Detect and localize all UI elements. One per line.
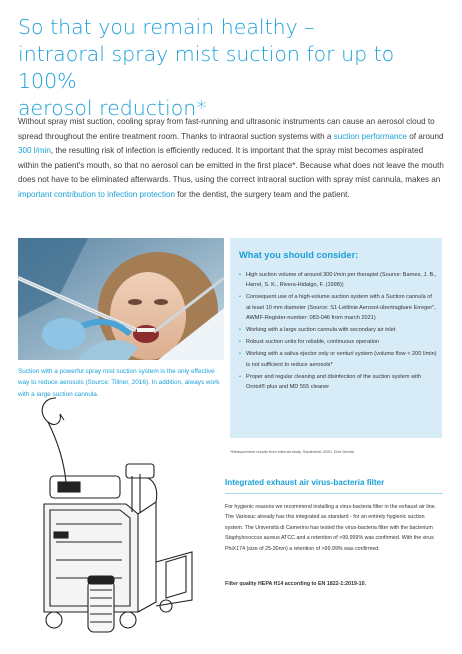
list-item — [239, 349, 437, 370]
page-title-line-2: intraoral spray mist suction for up to 100% — [18, 42, 395, 93]
filter-paragraph: For hygienic reasons we recommend installing a virus-bacteria filter in the exhaust air line. The Variosuc already has this integrated as standard - for an entirely hygienic suction system. The Università di Camerino has tested the virus-bacteria filter with the bacterium Staphylococcus aureus ATCC and a retention of >99.999% was confirmed. With the virus PhiX174 (size of 25-30nm) a retention of >99.99% was confirmed. — [225, 504, 437, 552]
list-item — [239, 325, 437, 335]
page-title-line-3: aerosol reduction* — [18, 96, 207, 120]
intro-text-3: , the resulting risk of infection is efficiently reduced. It is important that the spray mist becomes aspirated within the patient's mouth, so that no aerosol can be emitted in the first place*. Because what does not leave the mouth does not have to be eliminated afterwards. Thus, using the correct intraoral suction with spray mist cannula, makes an — [18, 146, 444, 185]
page-title-line-1: So that you remain healthy – — [18, 15, 315, 39]
list-item — [239, 372, 437, 393]
footnote: *Measurement results from internal study, September 2020, Dürr Dental — [230, 449, 354, 454]
divider — [225, 493, 443, 494]
dental-treatment-photo — [18, 238, 224, 360]
bullet-icon: • — [239, 294, 241, 301]
consider-title: What you should consider: — [239, 250, 359, 260]
intro-text-4: for the dentist, the surgery team and the patient. — [175, 189, 350, 199]
filter-title: Integrated exhaust air virus-bacteria filter — [225, 478, 385, 487]
list-item-text: Working with a large suction cannula with secondary air inlet — [246, 327, 396, 334]
list-item-text: Proper and regular cleaning and disinfection of the suction system with Orotol® plus and MD 555 cleaner — [246, 373, 422, 391]
list-item-text: High suction volume of around 300 l/min per therapist (Source: Barnes, J. B., Harrel, S. K., Rivera-Hidalgo, F. (1998)) — [246, 272, 437, 289]
intro-text-1: Without spray mist suction, cooling spray from fast-running and ultrasonic instruments can cause an aerosol cloud to spread throughout the entire treatment room. Thanks to intraoral suction systems with a — [18, 117, 435, 141]
intro-text-2: of around — [407, 131, 444, 141]
list-item — [239, 270, 437, 291]
list-item-text: Working with a saliva ejector only or venturi system (volume flow < 200 l/min) is not sufficient to reduce aerosols* — [246, 351, 437, 368]
consider-list — [239, 270, 437, 394]
suction-unit-illustration — [16, 392, 216, 640]
photo-caption: Suction with a powerful spray mist suction system is the only effective way to reduce aerosols (Source: Tillner, 2016). In addition, always work with a large suction cannula. — [18, 368, 220, 398]
bullet-icon: • — [239, 272, 241, 278]
list-item-text: Robust suction units for reliable, continuous operation — [246, 339, 380, 346]
list-item-text: Consequent use of a high-volume suction system with a Suction cannula of at least 10 mm diameter (Source: S1-Leitlinie Aerosol-übertragbare Erreger", AWMF-Register-number: 083-046 from march 2021) — [246, 294, 436, 322]
link-infection-protection[interactable]: important contribution to infection protection — [18, 189, 176, 199]
page-title — [18, 14, 448, 122]
bullet-icon: • — [239, 339, 241, 346]
bullet-icon: • — [239, 373, 241, 380]
consider-box — [230, 238, 442, 438]
bullet-icon: • — [239, 327, 241, 334]
link-300-lmin[interactable]: 300 l/min — [18, 146, 51, 156]
list-item — [239, 337, 437, 347]
list-item — [239, 292, 437, 323]
bullet-icon: • — [239, 351, 241, 358]
link-suction-performance[interactable]: suction performance — [333, 131, 408, 141]
intro-paragraph — [18, 115, 446, 203]
filter-quality-note: Filter quality HEPA H14 according to EN 1822-1:2019-10. — [225, 581, 367, 587]
